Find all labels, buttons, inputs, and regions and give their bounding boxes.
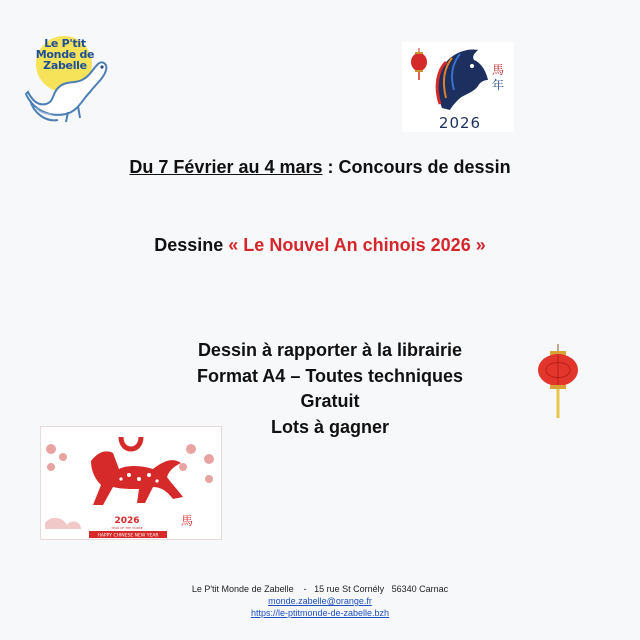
contest-title: Concours de dessin bbox=[338, 157, 511, 177]
horse-glyph-2: 年 bbox=[491, 78, 505, 92]
logo-text bbox=[30, 38, 100, 71]
theme-highlight: « Le Nouvel An chinois 2026 » bbox=[228, 235, 486, 255]
theme-prefix: Dessine bbox=[154, 235, 229, 255]
logo-line-3: Zabelle bbox=[43, 59, 87, 72]
headline-separator: : bbox=[322, 157, 339, 177]
paper-cut-horse-icon bbox=[41, 427, 221, 539]
horse-card-image bbox=[40, 426, 222, 540]
horse-year: 2026 bbox=[438, 114, 482, 132]
detail-line: Dessin à rapporter à la librairie bbox=[197, 340, 463, 360]
contest-details bbox=[100, 338, 560, 440]
footer-email-link[interactable]: monde.zabelle@orange.fr bbox=[268, 596, 372, 606]
logo-line-1: Le P'tit bbox=[44, 37, 86, 50]
headline bbox=[0, 157, 640, 178]
lantern-icon bbox=[534, 344, 582, 420]
theme-line bbox=[0, 235, 640, 256]
lantern-image bbox=[534, 344, 582, 420]
logo-line-2: Monde de bbox=[35, 48, 95, 61]
shop-logo bbox=[18, 34, 112, 126]
footer-website-link[interactable]: https://le-ptitmonde-de-zabelle.bzh bbox=[250, 608, 390, 618]
year-of-horse-image bbox=[402, 42, 514, 132]
horse-head-icon bbox=[402, 42, 514, 132]
card-glyph: 馬 bbox=[181, 514, 194, 528]
card-caption: HAPPY CHINESE NEW YEAR bbox=[97, 533, 159, 539]
detail-line: Lots à gagner bbox=[270, 416, 390, 437]
horse-glyph-1: 馬 bbox=[491, 63, 505, 77]
card-year: 2026 bbox=[114, 516, 140, 526]
footer bbox=[0, 583, 640, 619]
detail-line: Gratuit bbox=[300, 391, 360, 411]
contest-dates: Du 7 Février au 4 mars bbox=[129, 157, 323, 177]
detail-line: Format A4 – Toutes techniques bbox=[196, 365, 464, 386]
footer-address: Le P'tit Monde de Zabelle - 15 rue St Cornély 56340 Carnac bbox=[191, 584, 449, 594]
card-small-text: YEAR OF THE HORSE bbox=[111, 526, 143, 530]
